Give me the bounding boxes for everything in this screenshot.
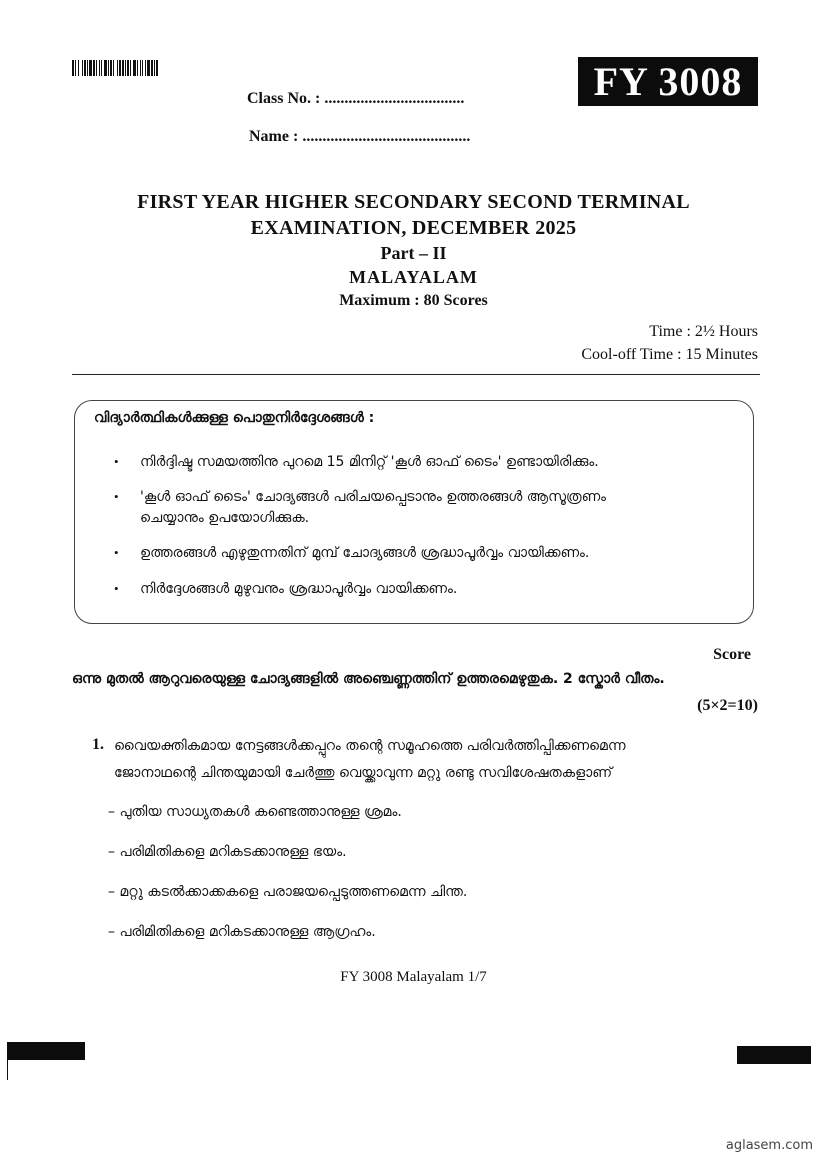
exam-title-line1: FIRST YEAR HIGHER SECONDARY SECOND TERMINAL — [137, 191, 690, 213]
score-column-label: Score — [713, 646, 751, 663]
bullet-icon: • — [114, 581, 119, 596]
registration-mark-left — [7, 1042, 85, 1060]
exam-subject: MALAYALAM — [349, 267, 478, 287]
question-number: 1. — [92, 736, 104, 753]
instructions-title: വിദ്യാർത്ഥികൾക്കുള്ള പൊതുനിർദ്ദേശങ്ങൾ : — [94, 410, 375, 426]
watermark: aglasem.com — [725, 1138, 813, 1153]
instruction-item-4: നിർദ്ദേശങ്ങൾ മുഴുവനും ശ്രദ്ധാപൂർവ്വം വായിക്കണം. — [140, 581, 458, 597]
option-3: – മറ്റു കടൽക്കാക്കകളെ പരാജയപ്പെടുത്തണമെന്ന ചിന്ത. — [108, 884, 468, 900]
instruction-item-2: 'കൂൾ ഓഫ് ടൈം' ചോദ്യങ്ങൾ പരിചയപ്പെടാനും ഉത്തരങ്ങൾ ആസൂത്രണം — [140, 489, 607, 505]
exam-part: Part – II — [380, 243, 447, 263]
page-footer: FY 3008 Malayalam 1/7 — [340, 969, 487, 985]
registration-tick — [7, 1060, 8, 1080]
option-2: – പരിമിതികളെ മറികടക്കാനുള്ള ഭയം. — [108, 844, 347, 860]
section-directive: ഒന്നു മുതൽ ആറുവരെയുള്ള ചോദ്യങ്ങളിൽ അഞ്ചെണ്ണത്തിന് ഉത്തരമെഴുതുക. 2 സ്കോർ വീതം. — [72, 671, 665, 687]
class-number-field: Class No. : ................................... — [247, 90, 465, 107]
question-text-line1: വൈയക്തികമായ നേട്ടങ്ങൾക്കപ്പുറം തന്റെ സമൂഹത്തെ പരിവർത്തിപ്പിക്കണമെന്ന — [114, 738, 626, 754]
paper-code: FY 3008 — [578, 57, 758, 106]
instruction-item-1: നിർദ്ദിഷ്ട സമയത്തിനു പുറമെ 15 മിനിറ്റ് 'കൂൾ ഓഫ് ടൈം' ഉണ്ടായിരിക്കും. — [140, 454, 599, 470]
time-allowed: Time : 2½ Hours — [649, 323, 758, 340]
bullet-icon: • — [114, 454, 119, 469]
option-4: – പരിമിതികളെ മറികടക്കാനുള്ള ആഗ്രഹം. — [108, 924, 376, 940]
instruction-item-3: ഉത്തരങ്ങൾ എഴുതുന്നതിന് മുമ്പ് ചോദ്യങ്ങൾ ശ്രദ്ധാപൂർവ്വം വായിക്കണം. — [140, 545, 590, 561]
bullet-icon: • — [114, 545, 119, 560]
max-scores: Maximum : 80 Scores — [339, 292, 488, 309]
barcode — [72, 60, 200, 76]
instruction-item-2-cont: ചെയ്യാനും ഉപയോഗിക്കുക. — [140, 510, 310, 526]
option-1: – പുതിയ സാധ്യതകൾ കണ്ടെത്താനുള്ള ശ്രമം. — [108, 804, 402, 820]
registration-mark-right — [737, 1046, 811, 1064]
barcode-stripe — [158, 60, 159, 76]
divider — [72, 374, 760, 375]
exam-title-line2: EXAMINATION, DECEMBER 2025 — [250, 217, 577, 239]
name-field: Name : .......................................... — [249, 128, 471, 145]
cool-off-time: Cool-off Time : 15 Minutes — [581, 346, 758, 363]
section-marks: (5×2=10) — [697, 697, 758, 714]
bullet-icon: • — [114, 489, 119, 504]
question-text-line2: ജോനാഥന്റെ ചിന്തയുമായി ചേർത്തു വെയ്ക്കാവുന്ന മറ്റു രണ്ടു സവിശേഷതകളാണ് — [114, 765, 613, 781]
